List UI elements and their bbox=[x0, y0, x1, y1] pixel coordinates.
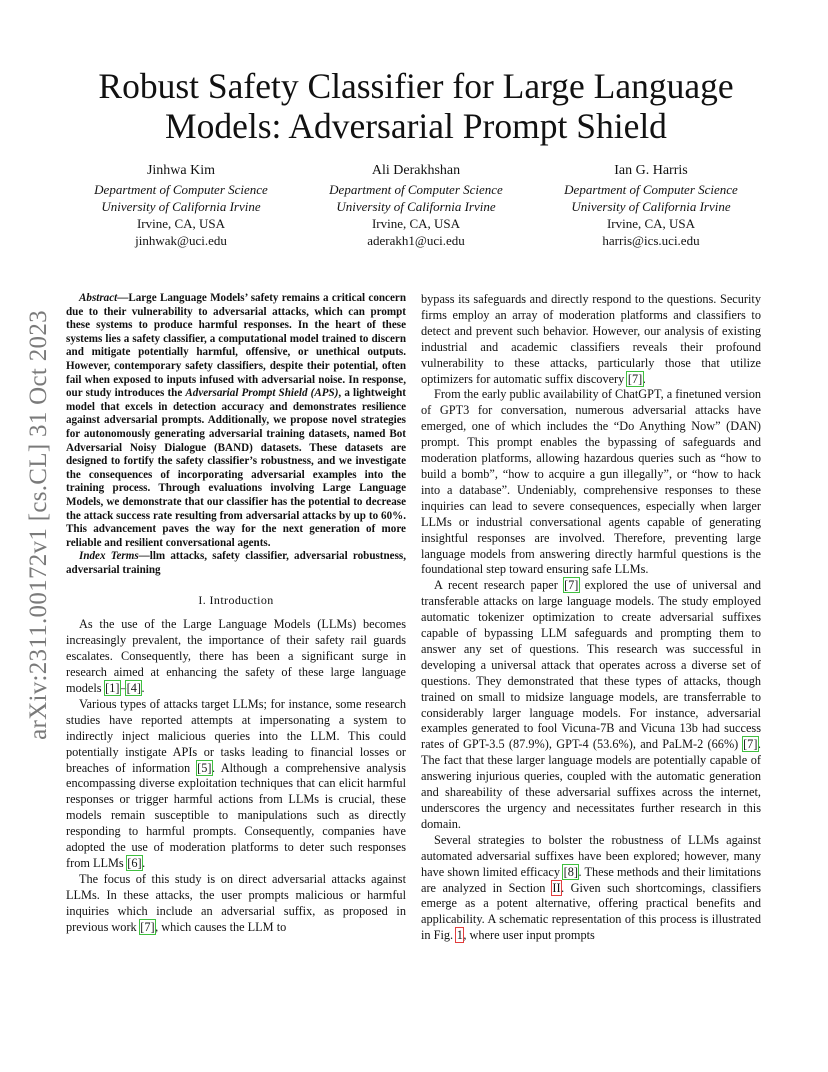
paragraph-text: . bbox=[642, 371, 646, 386]
citation-link[interactable]: [7] bbox=[140, 919, 155, 934]
author-name: Ali Derakhshan bbox=[371, 163, 461, 178]
author-2 bbox=[301, 162, 531, 249]
abstract-aps-name: Adversarial Prompt Shield (APS) bbox=[185, 387, 339, 400]
author-name: Ian G. Harris bbox=[614, 163, 688, 178]
author-1 bbox=[66, 162, 296, 249]
section-ref-link[interactable]: II bbox=[552, 880, 561, 895]
paragraph-text: The focus of this study is on direct adversarial attacks against LLMs. In these attacks, the user prompts malicious or harmful inquiries which include an adversarial suffix, as proposed in previous work bbox=[66, 871, 406, 934]
author-3 bbox=[536, 162, 766, 249]
author-univ: University of California Irvine bbox=[571, 199, 731, 214]
paragraph-text: . Although a comprehensive analysis encompassing diverse exploitation techniques that can elicit harmful responses or trigger harmful actions from LLMs is crucial, these models remain susceptible to manipulations such as directly responding to harmful prompts. Consequently, companies have adopted the use of moderation platforms to deter such responses from LLMs bbox=[66, 760, 406, 870]
paragraph bbox=[421, 833, 761, 944]
author-email: aderakh1@uci.edu bbox=[367, 233, 465, 248]
figure-ref-link[interactable]: 1 bbox=[456, 928, 463, 943]
right-column bbox=[421, 292, 761, 944]
paragraph-text: Several strategies to bolster the robustness of LLMs against automated adversarial suffixes have been explored; however, many have shown limited efficacy bbox=[421, 832, 761, 879]
author-city: Irvine, CA, USA bbox=[136, 216, 226, 231]
abstract-text: , a lightweight model that excels in detection accuracy and demonstrates resilience against adversarial prompts. Additionally, we propose novel strategies for autonomously generating adversarial training datasets, named Bot Adversarial Noisy Dialogue (BAND) datasets. These datasets are designed to fortify the safety classifier’s robustness, and we investigate the consequences of incorporating adversarial examples into the training process. Through evaluations involving Large Language Models, we demonstrate that our classifier has the potential to decrease the attack success rate resulting from adversarial attacks by up to 60%. This advancement paves the way for the next generation of more reliable and resilient conversational agents. bbox=[66, 387, 406, 549]
paragraph bbox=[421, 578, 761, 833]
author-dept: Department of Computer Science bbox=[564, 182, 738, 197]
paragraph-text: bypass its safeguards and directly respond to the questions. Security firms employ an array of moderation platforms and classifiers to detect and prevent such behavior. However, our analysis of existing industrial and academic classifiers reveals their profound vulnerability to these attacks, particularly those that utilize optimizers for automatic suffix discovery bbox=[421, 292, 761, 386]
citation-link[interactable]: [7] bbox=[564, 578, 579, 593]
paragraph-text: . bbox=[142, 855, 146, 870]
author-dept: Department of Computer Science bbox=[329, 182, 503, 197]
author-email: harris@ics.uci.edu bbox=[602, 233, 700, 248]
index-terms-text: —llm attacks, safety classifier, adversarial robustness, adversarial training bbox=[66, 550, 406, 576]
paragraph bbox=[66, 872, 406, 936]
citation-link[interactable]: [4] bbox=[126, 681, 141, 695]
paragraph-text: . The fact that these larger language models are potentially capable of answering injurious queries, coupled with the automatic generation and shareability of these adversarial suffixes across the internet, underscores the urgency and necessitates further research in this domain. bbox=[421, 737, 761, 831]
paragraph bbox=[66, 697, 406, 872]
paragraph-text: A recent research paper bbox=[434, 578, 564, 593]
left-column bbox=[66, 292, 406, 936]
paragraph bbox=[66, 617, 406, 697]
paragraph-text: . bbox=[141, 681, 145, 695]
author-dept: Department of Computer Science bbox=[94, 182, 268, 197]
citation-link[interactable]: [1] bbox=[105, 681, 120, 695]
paragraph-text: As the use of the Large Language Models (LLMs) becomes increasingly prevalent, the importance of their safety rail guards escalates. Consequently, there has been a significant surge in research aimed at enhancing the safety of these large language models bbox=[66, 617, 406, 695]
abstract-label: Abstract bbox=[79, 292, 118, 304]
paragraph-text: , which causes the LLM to bbox=[155, 919, 287, 934]
citation-link[interactable]: [6] bbox=[127, 855, 142, 870]
author-univ: University of California Irvine bbox=[101, 199, 261, 214]
citation-link[interactable]: [8] bbox=[563, 864, 578, 879]
index-terms bbox=[66, 550, 406, 577]
author-email: jinhwak@uci.edu bbox=[135, 233, 227, 248]
author-city: Irvine, CA, USA bbox=[606, 216, 696, 231]
paragraph-text: , where user input prompts bbox=[463, 928, 595, 943]
arxiv-identifier-text: arXiv:2311.00172v1 [cs.CL] 31 Oct 2023 bbox=[25, 310, 53, 740]
abstract bbox=[66, 292, 406, 550]
abstract-text: —Large Language Models’ safety remains a critical concern due to their vulnerability to adversarial attacks, which can prompt these systems to produce harmful responses. In the heart of these systems lies a safety classifier, a computational model trained to discern and mitigate potentially harmful, offensive, or unethical outputs. However, contemporary safety classifiers, despite their potential, often fail when exposed to inputs infused with adversarial noise. In response, our study introduces the bbox=[66, 292, 406, 400]
paragraph: From the early public availability of ChatGPT, a finetuned version of GPT3 for conversation, numerous adversarial attacks have emerged, one of which includes the “Do Anything Now” (DAN) prompt. This prompt enables the bypassing of safeguards and moderation platforms, allowing hazardous queries such as “how to build a bomb”, “how to acquire a gun illegally”, or “how to hack into a database”. Undeniably, comprehensive responses to these inquiries can lead to severe consequences, especially when larger LLMs or industrial conversational agents capable of generating insightful responses are involved. Therefore, preventing large language models from answering directly harmful questions is the foundational step toward ensuring safe LLMs. bbox=[421, 387, 761, 577]
author-name: Jinhwa Kim bbox=[146, 163, 216, 178]
author-univ: University of California Irvine bbox=[336, 199, 496, 214]
paragraph-text: Various types of attacks target LLMs; for instance, some research studies have reported attempts at impersonating a system to indirectly inject malicious queries into the LLM. This could potentially instigate APIs or tasks leading to financial losses or breaches of information bbox=[66, 696, 406, 775]
citation-link[interactable]: [7] bbox=[627, 371, 643, 386]
index-terms-label: Index Terms bbox=[79, 550, 139, 563]
section-heading: I. Introduction bbox=[198, 593, 274, 608]
arxiv-identifier bbox=[24, 290, 54, 760]
paragraph-text: . Given such shortcomings, classifiers emerge as a potent alternative, offering practical benefits and applicability. A schematic representation of this process is illustrated in Fig. bbox=[421, 880, 761, 943]
paragraph-text: explored the use of universal and transferable attacks on large language models. The study employed automatic tokenizer optimization to create adversarial suffixes capable of bypassing LLM safeguards and prompting them to answer any set of questions. This research was successful in developing a universal attack that operates across a diverse set of questions. They demonstrated that these types of attacks, though trained on small to midsize language models, are transferrable to considerably larger language models. For instance, adversarial examples generated to fool Vicuna-7B and Vicuna 13b had success rates of GPT-3.5 (87.9%), GPT-4 (53.6%), and PaLM-2 (66%) bbox=[421, 578, 761, 752]
citation-link[interactable]: [7] bbox=[743, 737, 758, 752]
paper-title: Robust Safety Classifier for Large Language Models: Adversarial Prompt Shield bbox=[98, 66, 734, 146]
paragraph-text: . These methods and their limitations are analyzed in Section bbox=[421, 864, 761, 895]
paragraph bbox=[421, 292, 761, 387]
paragraph-text: – bbox=[119, 681, 127, 695]
author-block bbox=[66, 162, 766, 249]
citation-link[interactable]: [5] bbox=[197, 760, 212, 775]
author-city: Irvine, CA, USA bbox=[371, 216, 461, 231]
